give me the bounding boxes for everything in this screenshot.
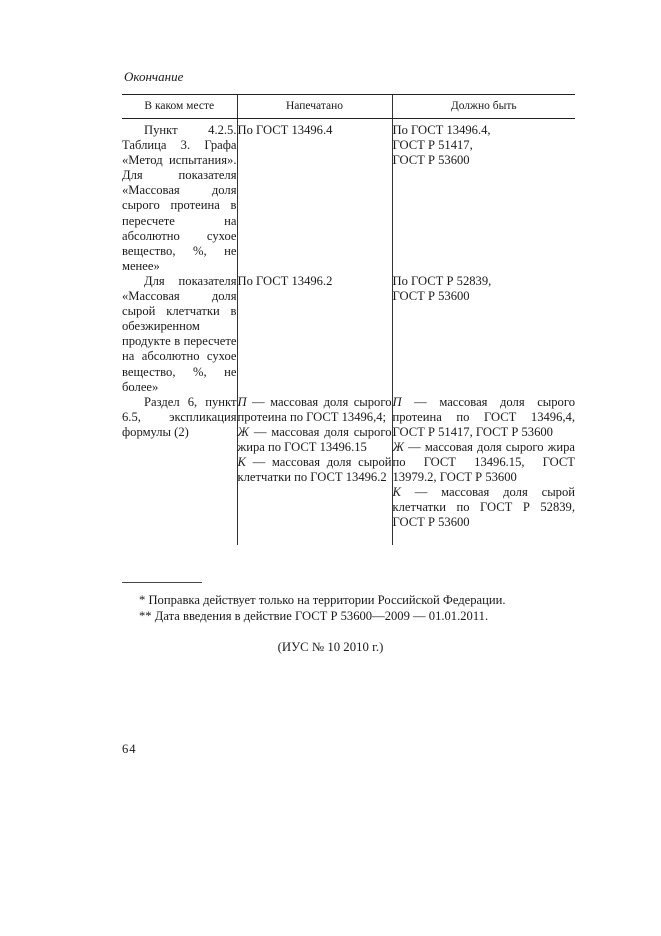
formula-text: — массовая доля сырого жира по ГОСТ 13496.15 [237, 424, 392, 454]
formula-item [238, 455, 392, 485]
formula-symbol: К [392, 485, 401, 500]
formula-item [393, 440, 576, 485]
cell-place [122, 119, 237, 274]
cell-should-be [392, 119, 575, 274]
formula-symbol: Ж [237, 424, 250, 439]
should-be-line: По ГОСТ 13496.4, [392, 123, 491, 137]
source-reference: (ИУС № 10 2010 г.) [277, 640, 384, 654]
should-be-line: ГОСТ Р 51417, [392, 138, 473, 153]
formula-symbol: Ж [392, 439, 405, 454]
formula-item [393, 485, 576, 530]
formula-text: — массовая доля сырого жира по ГОСТ 13496.15, ГОСТ 13979.2, ГОСТ Р 53600 [392, 439, 575, 485]
table-caption: Окончание [124, 69, 184, 84]
formula-symbol: П [237, 394, 247, 409]
cell-printed [237, 395, 392, 545]
place-text: Для показателя «Массовая доля сырой клетчатки в обезжиренном продукте в пересчете на абсолютно сухое вещество, %, не более» [122, 273, 237, 394]
formula-symbol: К [237, 455, 246, 470]
page-number: 64 [122, 742, 137, 756]
table-header-row [122, 95, 575, 119]
header-should-be: Должно быть [392, 95, 575, 119]
formula-item [393, 395, 576, 440]
cell-should-be [392, 274, 575, 395]
amendment-table [122, 94, 575, 545]
formula-text: — массовая доля сырой клетчатки по ГОСТ Р 52839, ГОСТ Р 53600 [392, 485, 575, 530]
cell-printed: По ГОСТ 13496.2 [237, 274, 392, 395]
formula-text: — массовая доля сырого протеина по ГОСТ 13496,4; [237, 394, 392, 424]
place-text: Пункт 4.2.5. Таблица 3. Графа «Метод испытания». Для показателя «Массовая доля сырого протеина в пересчете на абсолютно сухое вещество, %, не менее» [122, 123, 237, 273]
formula-symbol: П [392, 394, 402, 409]
footnote-1: * Поправка действует только на территории Российской Федерации. [139, 593, 506, 607]
place-text: Раздел 6, пункт 6.5, экспликация формулы (2) [122, 394, 237, 439]
cell-place [122, 395, 237, 545]
cell-place [122, 274, 237, 395]
cell-printed: По ГОСТ 13496.4 [237, 119, 392, 274]
should-be-line: По ГОСТ Р 52839, [392, 273, 492, 288]
formula-item [238, 425, 392, 455]
should-be-line: ГОСТ Р 53600 [392, 289, 470, 304]
table-row [122, 395, 575, 545]
footnote-2: ** Дата введения в действие ГОСТ Р 53600—2009 — 01.01.2011. [139, 609, 489, 623]
cell-should-be [392, 395, 575, 545]
table-row [122, 119, 575, 274]
formula-text: — массовая доля сырого протеина по ГОСТ 13496,4, ГОСТ Р 51417, ГОСТ Р 53600 [392, 394, 575, 439]
should-be-line: ГОСТ Р 53600 [392, 153, 470, 168]
table-row [122, 274, 575, 395]
footnote-divider [122, 582, 202, 583]
header-place: В каком месте [122, 95, 237, 119]
formula-text: — массовая доля сырой клетчатки по ГОСТ 13496.2 [237, 455, 392, 485]
formula-item [238, 395, 392, 425]
header-printed: Напечатано [237, 95, 392, 119]
